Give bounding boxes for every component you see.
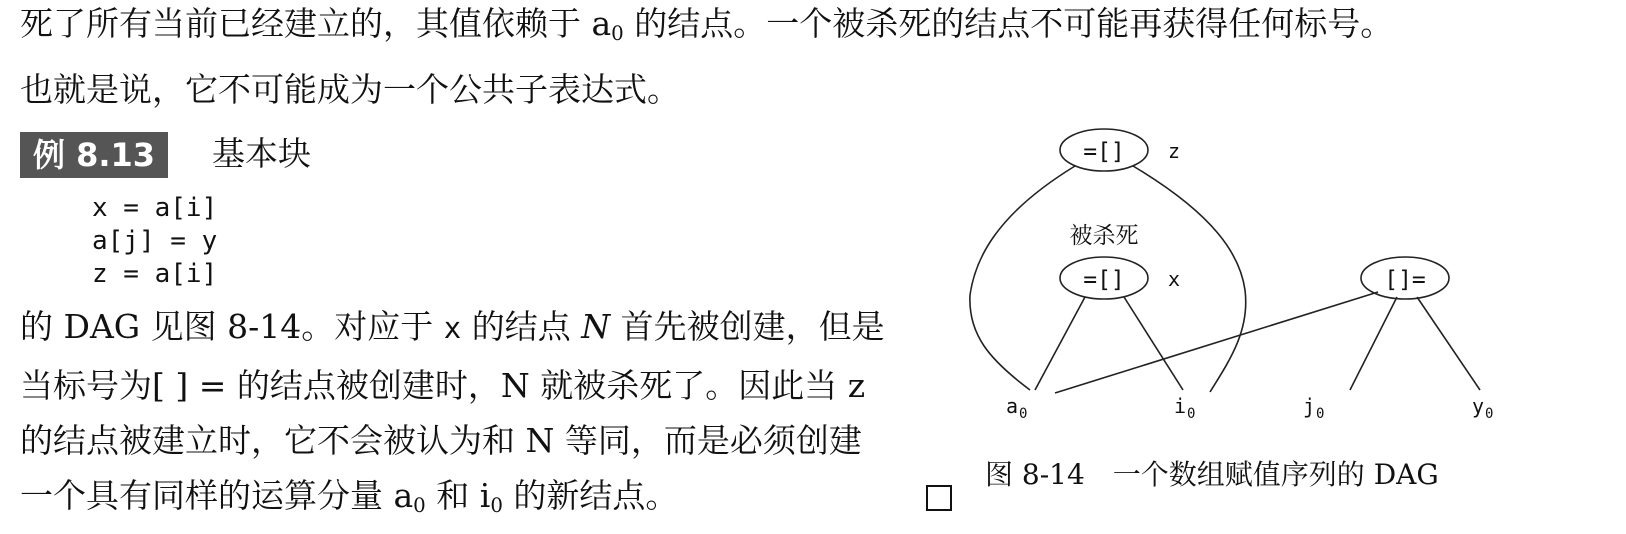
explanation-line-3: 的结点被建立时，它不会被认为和 N 等同，而是必须创建 xyxy=(20,421,862,460)
explanation-line-2: 当标号为[ ] = 的结点被创建时，N 就被杀死了。因此当 z xyxy=(20,366,866,405)
edge-top-to-i0 xyxy=(1133,166,1246,392)
leaf-a-sub: 0 xyxy=(1019,406,1028,422)
example-label: 例 8.13 xyxy=(20,132,168,178)
leaf-a: a xyxy=(1006,394,1019,418)
leaf-j: j xyxy=(1303,394,1316,418)
edge-mid-to-i0 xyxy=(1124,297,1183,390)
leaf-i-sub: 0 xyxy=(1187,406,1196,422)
edge-right-to-j0 xyxy=(1350,297,1397,390)
intro-line-1-sub: 0 xyxy=(611,21,624,45)
explanation-var-N: N xyxy=(581,307,611,346)
node-top-var: z xyxy=(1168,139,1181,163)
leaf-y: y xyxy=(1472,394,1485,418)
explanation-line-1-b: 的结点 xyxy=(461,307,582,346)
node-mid-op: =[] xyxy=(1083,267,1125,293)
killed-note: 被杀死 xyxy=(1069,223,1139,249)
code-line-3: z = a[i] xyxy=(92,259,218,289)
edge-mid-to-a0 xyxy=(1035,297,1085,390)
node-right-op: []= xyxy=(1384,267,1426,293)
explanation-line-4-sub2: 0 xyxy=(490,493,503,517)
edge-right-to-y0 xyxy=(1417,297,1480,390)
intro-line-1-text: 死了所有当前已经建立的，其值依赖于 a xyxy=(20,4,612,43)
leaf-y-sub: 0 xyxy=(1485,406,1494,422)
explanation-line-4-c: 的新结点。 xyxy=(502,476,679,515)
explanation-line-4-a: 一个具有同样的运算分量 a xyxy=(20,476,414,515)
leaf-j-sub: 0 xyxy=(1316,406,1325,422)
explanation-line-4-sub1: 0 xyxy=(413,493,426,517)
code-line-2: a[j] = y xyxy=(92,226,218,256)
explanation-var-x: x xyxy=(443,311,462,345)
edge-right-to-a0 xyxy=(1055,292,1378,393)
intro-line-1-rest: 的结点。一个被杀死的结点不可能再获得任何标号。 xyxy=(623,4,1394,43)
figure-caption: 图 8-14 一个数组赋值序列的 DAG xyxy=(985,458,1439,491)
node-mid-var: x xyxy=(1168,267,1181,291)
explanation-line-1-c: 首先被创建，但是 xyxy=(610,307,885,346)
explanation-line-4-b: 和 i xyxy=(425,476,491,515)
code-line-1: x = a[i] xyxy=(92,193,218,223)
node-top-op: =[] xyxy=(1083,139,1125,165)
example-title: 基本块 xyxy=(212,134,311,173)
intro-line-2: 也就是说，它不可能成为一个公共子表达式。 xyxy=(20,70,680,109)
explanation-line-1-a: 的 DAG 见图 8-14。对应于 xyxy=(20,307,444,346)
leaf-i: i xyxy=(1174,394,1187,418)
